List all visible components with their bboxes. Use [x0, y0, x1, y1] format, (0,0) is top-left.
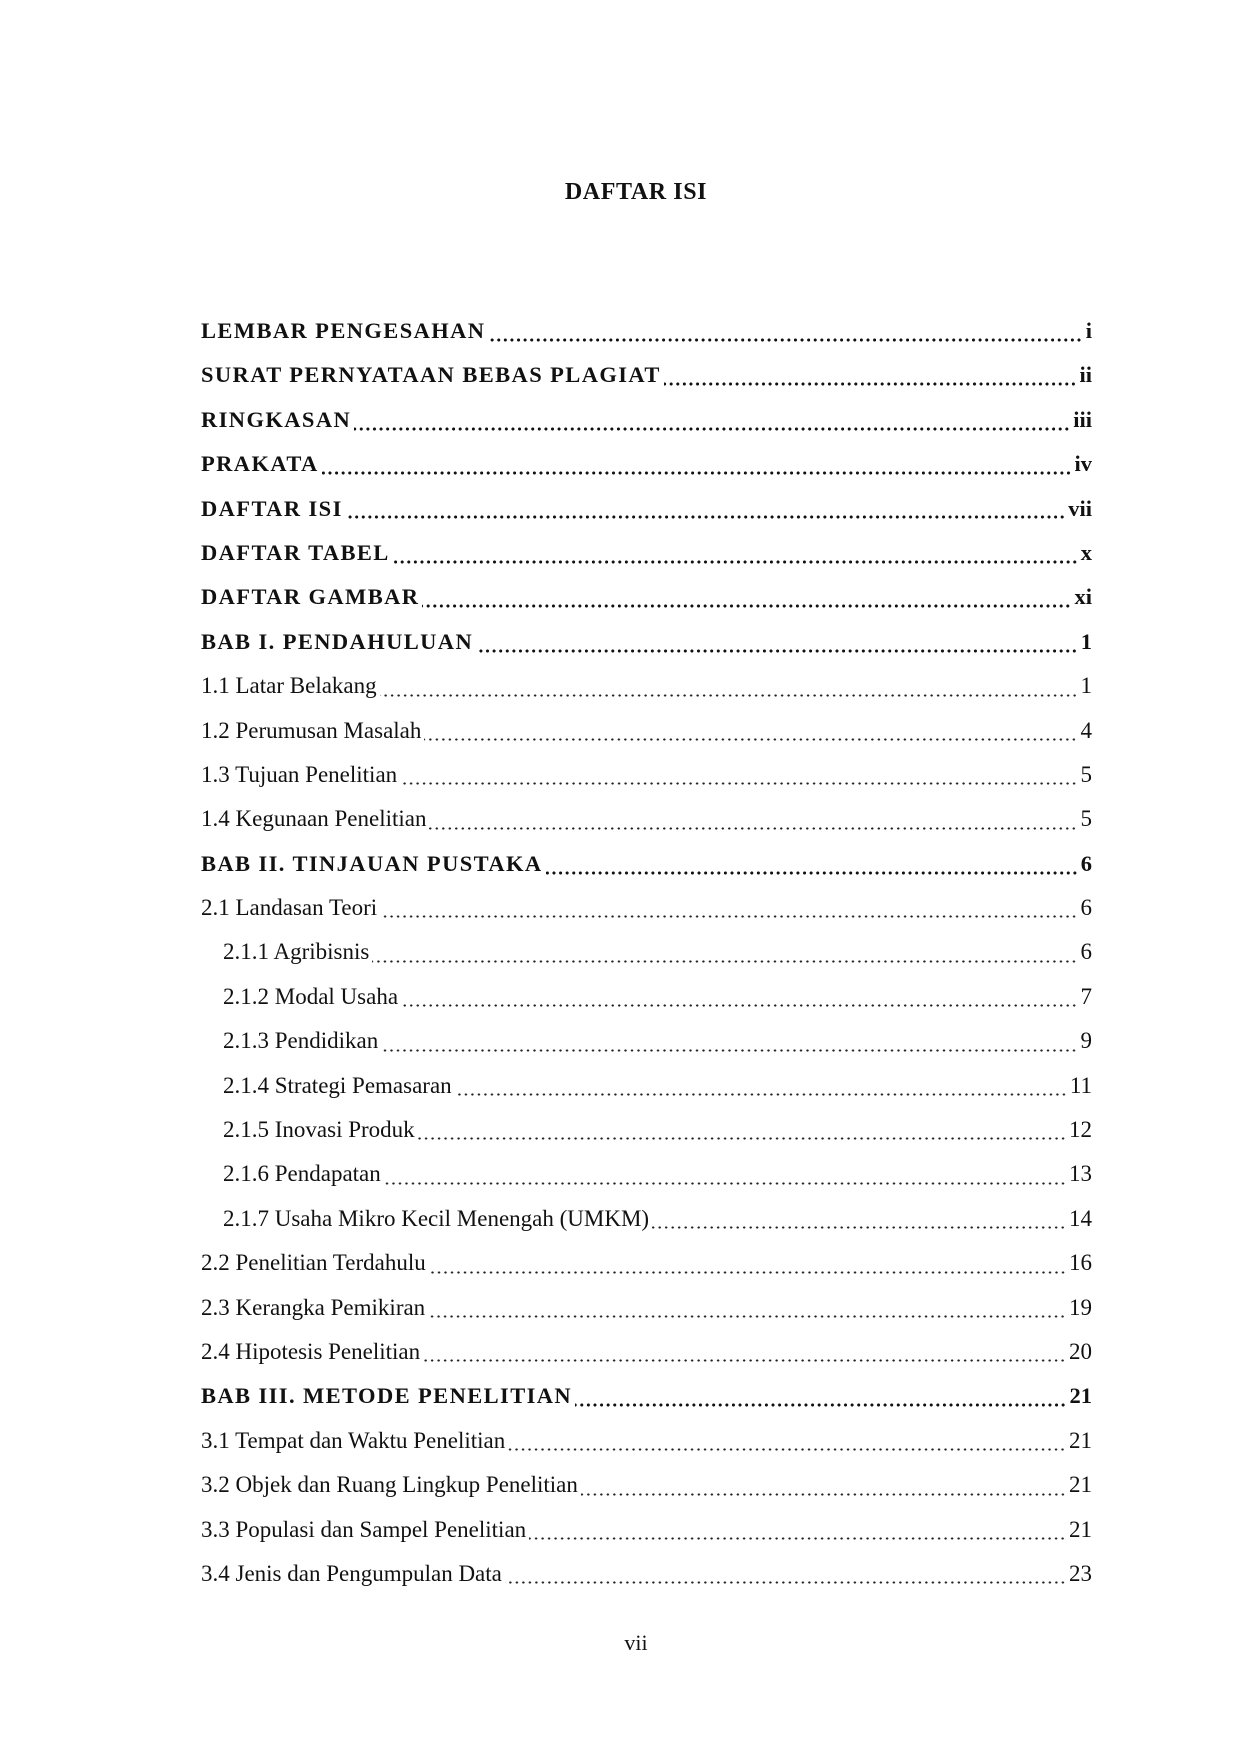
- toc-entry-chapter[interactable]: [201, 442, 1092, 486]
- toc-entry-section[interactable]: [201, 664, 1092, 708]
- toc-entry-page: 9: [1080, 1028, 1092, 1054]
- toc-entry-section[interactable]: [201, 1508, 1092, 1552]
- dot-leader: [423, 1330, 1066, 1374]
- toc-entry-page: 1: [1080, 673, 1092, 699]
- toc-entry-page: xi: [1074, 584, 1092, 610]
- toc-entry-section[interactable]: [201, 1419, 1092, 1463]
- dot-leader: [346, 487, 1066, 531]
- toc-entry-page: ii: [1079, 362, 1092, 388]
- toc-entry-label: DAFTAR TABEL: [201, 539, 390, 565]
- toc-entry-chapter[interactable]: [201, 1374, 1092, 1418]
- toc-entry-subsection[interactable]: [201, 1064, 1092, 1108]
- toc-entry-page: iii: [1073, 406, 1092, 432]
- dot-leader: [384, 1152, 1066, 1196]
- dot-leader: [476, 620, 1078, 664]
- page-title: DAFTAR ISI: [564, 179, 708, 205]
- toc-entry-subsection[interactable]: [201, 1152, 1092, 1196]
- toc-entry-page: 23: [1069, 1560, 1092, 1586]
- dot-leader: [505, 1552, 1066, 1596]
- toc-entry-section[interactable]: [201, 1241, 1092, 1285]
- dot-leader: [664, 353, 1077, 397]
- toc-entry-page: 11: [1069, 1072, 1092, 1098]
- toc-entry-page: vii: [1068, 495, 1092, 521]
- toc-entry-page: 5: [1080, 761, 1092, 787]
- dot-leader: [652, 1197, 1066, 1241]
- toc-entry-section[interactable]: [201, 709, 1092, 753]
- dot-leader: [418, 1108, 1066, 1152]
- toc-entry-chapter[interactable]: [201, 531, 1092, 575]
- toc-entry-page: 1: [1080, 628, 1092, 654]
- toc-entry-label: 2.1.4 Strategi Pemasaran: [223, 1072, 452, 1098]
- toc-entry-label: 2.1.5 Inovasi Produk: [223, 1117, 415, 1143]
- toc-entry-page: x: [1080, 539, 1092, 565]
- toc-entry-section[interactable]: [201, 1463, 1092, 1507]
- toc-entry-label: 3.2 Objek dan Ruang Lingkup Penelitian: [201, 1472, 578, 1498]
- toc-entry-label: DAFTAR GAMBAR: [201, 584, 420, 610]
- toc-entry-page: 6: [1080, 939, 1092, 965]
- toc-entry-label: 2.1.7 Usaha Mikro Kecil Menengah (UMKM): [223, 1205, 650, 1231]
- dot-leader: [581, 1463, 1066, 1507]
- dot-leader: [508, 1419, 1066, 1463]
- toc-entry-label: 1.1 Latar Belakang: [201, 673, 377, 699]
- toc-entry-section[interactable]: [201, 1286, 1092, 1330]
- dot-leader: [393, 531, 1078, 575]
- toc-entry-page: 6: [1080, 895, 1092, 921]
- toc-entry-section[interactable]: [201, 1552, 1092, 1596]
- toc-entry-label: 2.2 Penelitian Terdahulu: [201, 1250, 426, 1276]
- dot-leader: [488, 309, 1082, 353]
- toc-entry-page: 7: [1080, 983, 1092, 1009]
- dot-leader: [401, 975, 1077, 1019]
- toc-entry-label: 2.1.6 Pendapatan: [223, 1161, 381, 1187]
- dot-leader: [322, 442, 1072, 486]
- toc-entry-label: BAB I. PENDAHULUAN: [201, 628, 474, 654]
- dot-leader: [372, 930, 1077, 974]
- dot-leader: [380, 886, 1077, 930]
- toc-entry-chapter[interactable]: [201, 398, 1092, 442]
- toc-entry-label: 2.1.3 Pendidikan: [223, 1028, 379, 1054]
- toc-entry-label: 3.3 Populasi dan Sampel Penelitian: [201, 1516, 527, 1542]
- dot-leader: [546, 842, 1078, 886]
- toc-entry-subsection[interactable]: [201, 1197, 1092, 1241]
- toc-entry-subsection[interactable]: [201, 930, 1092, 974]
- toc-entry-chapter[interactable]: [201, 575, 1092, 619]
- toc-entry-page: i: [1085, 318, 1092, 343]
- toc-entry-label: 2.3 Kerangka Pemikiran: [201, 1294, 426, 1320]
- dot-leader: [354, 398, 1070, 442]
- toc-entry-page: 5: [1080, 806, 1092, 832]
- toc-entry-page: 21: [1069, 1516, 1092, 1542]
- toc-entry-label: 2.4 Hipotesis Penelitian: [201, 1338, 421, 1364]
- toc-entry-label: 3.1 Tempat dan Waktu Penelitian: [201, 1427, 506, 1453]
- toc-entry-section[interactable]: [201, 886, 1092, 930]
- dot-leader: [424, 709, 1077, 753]
- toc-entry-label: RINGKASAN: [201, 406, 352, 432]
- dot-leader: [381, 1019, 1077, 1063]
- toc-entry-label: 1.3 Tujuan Penelitian: [201, 761, 398, 787]
- toc-entry-label: BAB II. TINJAUAN PUSTAKA: [201, 850, 543, 876]
- dot-leader: [529, 1508, 1066, 1552]
- toc-entry-chapter[interactable]: [201, 309, 1092, 353]
- toc-entry-label: 2.1 Landasan Teori: [201, 895, 378, 921]
- dot-leader: [429, 1241, 1066, 1285]
- toc-entry-page: 21: [1069, 1472, 1092, 1498]
- dot-leader: [380, 664, 1078, 708]
- toc-entry-section[interactable]: [201, 1330, 1092, 1374]
- toc-entry-label: SURAT PERNYATAAN BEBAS PLAGIAT: [201, 362, 661, 388]
- toc-entry-page: 20: [1069, 1338, 1092, 1364]
- toc-entry-page: 14: [1069, 1205, 1092, 1231]
- toc-entry-label: 1.2 Perumusan Masalah: [201, 717, 422, 743]
- toc-entry-subsection[interactable]: [201, 1108, 1092, 1152]
- dot-leader: [422, 575, 1071, 619]
- toc-entry-page: 16: [1069, 1250, 1092, 1276]
- toc-entry-subsection[interactable]: [201, 1019, 1092, 1063]
- dot-leader: [400, 753, 1077, 797]
- toc-entry-chapter[interactable]: [201, 353, 1092, 397]
- toc-entry-label: 2.1.2 Modal Usaha: [223, 983, 399, 1009]
- dot-leader: [575, 1374, 1066, 1418]
- dot-leader: [428, 1286, 1066, 1330]
- toc-entry-section[interactable]: [201, 797, 1092, 841]
- toc-entry-page: iv: [1074, 451, 1092, 477]
- toc-entry-page: 12: [1069, 1117, 1092, 1143]
- toc-entry-chapter[interactable]: [201, 620, 1092, 664]
- toc-entry-chapter[interactable]: [201, 842, 1092, 886]
- toc-entry-page: 4: [1080, 717, 1092, 743]
- toc-entry-page: 6: [1080, 850, 1092, 876]
- dot-leader: [455, 1064, 1067, 1108]
- toc-entry-label: DAFTAR ISI: [201, 495, 343, 521]
- toc-entry-label: PRAKATA: [201, 451, 319, 477]
- toc-entry-page: 13: [1069, 1161, 1092, 1187]
- toc-entry-label: 2.1.1 Agribisnis: [223, 939, 370, 965]
- toc-entry-label: BAB III. METODE PENELITIAN: [201, 1383, 573, 1409]
- toc-entry-label: 1.4 Kegunaan Penelitian: [201, 806, 427, 832]
- toc-entry-label: 3.4 Jenis dan Pengumpulan Data: [201, 1560, 502, 1586]
- toc-entry-section[interactable]: [201, 753, 1092, 797]
- toc-entry-page: 21: [1069, 1427, 1092, 1453]
- toc-entry-page: 19: [1069, 1294, 1092, 1320]
- toc-entry-chapter[interactable]: [201, 487, 1092, 531]
- toc-entry-page: 21: [1069, 1383, 1092, 1409]
- dot-leader: [429, 797, 1077, 841]
- toc-entry-label: LEMBAR PENGESAHAN: [201, 318, 486, 343]
- page-number: vii: [624, 1630, 648, 1655]
- table-of-contents: [201, 309, 1092, 1596]
- toc-entry-subsection[interactable]: [201, 975, 1092, 1019]
